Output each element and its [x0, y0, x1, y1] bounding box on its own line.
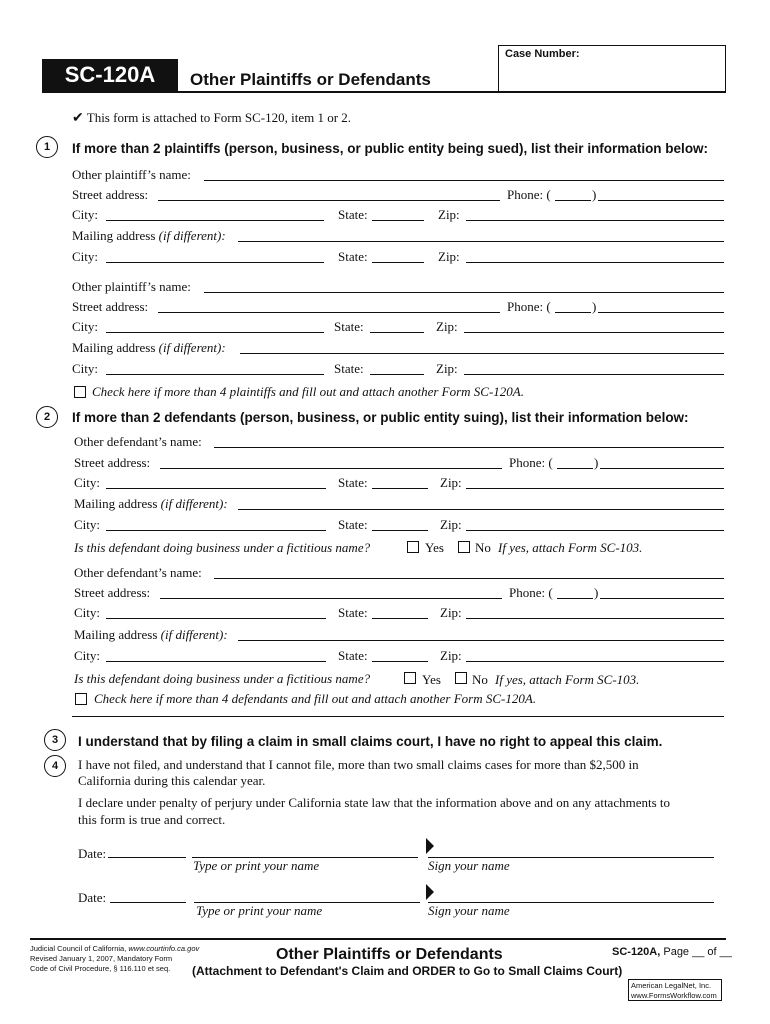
defendant-a-state2-field[interactable] — [372, 530, 428, 531]
defendant-b-no-label: No — [472, 672, 488, 687]
date-field-2[interactable] — [110, 902, 186, 903]
date-field-1[interactable] — [108, 857, 186, 858]
phone-close-paren: ) — [592, 187, 597, 202]
defendant-a-zip2-label: Zip: — [440, 517, 462, 532]
defendant-a-phone-label: Phone: ( — [509, 455, 553, 470]
plaintiff-b-zip2-field[interactable] — [464, 374, 724, 375]
date-label-1: Date: — [78, 846, 107, 861]
plaintiff-b-state-field[interactable] — [370, 332, 424, 333]
plaintiff-a-state2-label: State: — [338, 249, 368, 264]
defendant-b-zip-label: Zip: — [440, 605, 462, 620]
plaintiff-b-city-field[interactable] — [106, 332, 324, 333]
more-defendants-checkbox[interactable] — [75, 693, 87, 705]
plaintiff-b-street-field[interactable] — [158, 312, 500, 313]
if-different-text: (if different): — [160, 496, 228, 511]
defendant-b-fictitious-question: Is this defendant doing business under a fictitious name? — [74, 671, 371, 686]
plaintiff-a-state-field[interactable] — [372, 220, 424, 221]
website-text: www.courtinfo.ca.gov — [128, 944, 200, 953]
defendant-b-state2-label: State: — [338, 648, 368, 663]
section-4-line1: I have not filed, and understand that I cannot file, more than two small claims cases for more than $2,500 in — [78, 757, 639, 772]
plaintiff-a-state-label: State: — [338, 207, 368, 222]
defendant-b-street-label: Street address: — [74, 585, 151, 600]
defendant-a-zip-label: Zip: — [440, 475, 462, 490]
form-code-badge: SC-120A — [42, 59, 178, 91]
defendant-a-no-label: No — [475, 540, 491, 555]
plaintiff-b-zip-label: Zip: — [436, 319, 458, 334]
defendant-b-state-label: State: — [338, 605, 368, 620]
plaintiff-b-zip-field[interactable] — [464, 332, 724, 333]
if-different-text: (if different): — [158, 228, 226, 243]
plaintiff-b-city2-field[interactable] — [106, 374, 324, 375]
footer-subtitle: (Attachment to Defendant's Claim and ORDER to Go to Small Claims Court) — [192, 964, 623, 978]
defendant-a-if-yes: If yes, attach Form SC-103. — [498, 540, 643, 555]
sign-name-caption-2: Sign your name — [428, 903, 510, 918]
defendant-b-phone-field[interactable] — [557, 598, 593, 599]
section-1-number: 1 — [36, 136, 58, 158]
mailing-text: Mailing address — [74, 496, 158, 511]
defendant-b-if-yes: If yes, attach Form SC-103. — [495, 672, 640, 687]
plaintiff-a-city-field[interactable] — [106, 220, 324, 221]
plaintiff-b-city2-label: City: — [72, 361, 99, 376]
mailing-text: Mailing address — [72, 340, 156, 355]
defendant-a-name-field[interactable] — [214, 447, 724, 448]
declaration-line1: I declare under penalty of perjury under California state law that the information above and on any attachments to — [78, 795, 671, 810]
plaintiff-a-mailing-label — [72, 228, 226, 244]
plaintiff-b-zip2-label: Zip: — [436, 361, 458, 376]
plaintiff-b-state-label: State: — [334, 319, 364, 334]
defendant-b-city2-label: City: — [74, 648, 101, 663]
more-plaintiffs-text: Check here if more than 4 plaintiffs and fill out and attach another Form SC-120A. — [92, 384, 524, 399]
if-different-text: (if different): — [160, 627, 228, 642]
if-different-text: (if different): — [158, 340, 226, 355]
plaintiff-a-mailing-field[interactable] — [238, 241, 724, 242]
defendant-b-phone-tail[interactable] — [600, 598, 724, 599]
plaintiff-a-zip2-field[interactable] — [466, 262, 724, 263]
defendant-a-name-label: Other defendant’s name: — [74, 434, 202, 449]
section-2-heading: If more than 2 defendants (person, business, or public entity suing), list their information below: — [72, 410, 689, 425]
form-title: Other Plaintiffs or Defendants — [190, 70, 431, 89]
section-3-text: I understand that by filing a claim in small claims court, I have no right to appeal this claim. — [78, 734, 663, 749]
brand-line2: www.FormsWorkflow.com — [631, 991, 717, 1000]
defendant-a-city-label: City: — [74, 475, 101, 490]
defendant-b-no-checkbox[interactable] — [455, 672, 467, 684]
plaintiff-b-street-label: Street address: — [72, 299, 149, 314]
date-label-2: Date: — [78, 890, 107, 905]
plaintiff-b-name-label: Other plaintiff’s name: — [72, 279, 191, 294]
plaintiff-b-mailing-field[interactable] — [240, 353, 724, 354]
defendant-a-zip-field[interactable] — [466, 488, 724, 489]
council-text: Judicial Council of California, — [30, 944, 127, 953]
footer-rule — [30, 938, 726, 940]
defendant-a-mailing-field[interactable] — [238, 509, 724, 510]
defendant-a-yes-label: Yes — [425, 540, 444, 555]
defendant-a-street-label: Street address: — [74, 455, 151, 470]
defendant-a-state-label: State: — [338, 475, 368, 490]
defendant-b-zip2-label: Zip: — [440, 648, 462, 663]
defendant-b-phone-label: Phone: ( — [509, 585, 553, 600]
defendant-a-street-field[interactable] — [160, 468, 502, 469]
print-name-caption-2: Type or print your name — [196, 903, 323, 918]
plaintiff-a-zip2-label: Zip: — [438, 249, 460, 264]
defendant-b-yes-checkbox[interactable] — [404, 672, 416, 684]
defendant-b-mailing-field[interactable] — [238, 640, 724, 641]
footer-revised: Revised January 1, 2007, Mandatory Form — [30, 954, 173, 963]
defendant-b-city-field[interactable] — [106, 618, 326, 619]
defendant-b-street-field[interactable] — [160, 598, 502, 599]
defendant-a-city-field[interactable] — [106, 488, 326, 489]
attached-note-text: This form is attached to Form SC-120, item 1 or 2. — [86, 110, 352, 125]
plaintiff-a-name-field[interactable] — [204, 180, 724, 181]
plaintiff-a-zip-field[interactable] — [466, 220, 724, 221]
plaintiff-b-phone-label: Phone: ( — [507, 299, 551, 314]
sign-name-caption-1: Sign your name — [428, 858, 510, 873]
plaintiff-a-street-field[interactable] — [158, 200, 500, 201]
defendant-b-zip2-field[interactable] — [466, 661, 724, 662]
more-defendants-text: Check here if more than 4 defendants and fill out and attach another Form SC-120A. — [94, 691, 537, 706]
case-number-box[interactable] — [498, 45, 726, 93]
section-1-heading: If more than 2 plaintiffs (person, business, or public entity being sued), list their information below: — [72, 141, 709, 156]
mailing-text: Mailing address — [72, 228, 156, 243]
footer-form-code: SC-120A, — [612, 946, 661, 958]
section-4-line2: California during this calendar year. — [78, 773, 266, 788]
defendant-a-no-checkbox[interactable] — [458, 541, 470, 553]
plaintiff-a-zip-label: Zip: — [438, 207, 460, 222]
defendant-b-city-label: City: — [74, 605, 101, 620]
defendant-b-zip-field[interactable] — [466, 618, 724, 619]
footer-council — [30, 944, 199, 953]
plaintiff-a-city-label: City: — [72, 207, 99, 222]
plaintiff-b-mailing-label — [72, 340, 226, 356]
header-rule — [42, 91, 725, 93]
plaintiff-a-phone-field[interactable] — [555, 200, 591, 201]
print-name-caption-1: Type or print your name — [193, 858, 320, 873]
defendant-a-state-field[interactable] — [372, 488, 428, 489]
case-number-label: Case Number: — [505, 48, 580, 60]
plaintiff-a-name-label: Other plaintiff’s name: — [72, 167, 191, 182]
defendant-a-phone-tail[interactable] — [600, 468, 724, 469]
defendant-b-state2-field[interactable] — [372, 661, 428, 662]
defendant-a-phone-field[interactable] — [557, 468, 593, 469]
footer-page-number: Page __ of __ — [663, 946, 732, 958]
defendant-a-fictitious-question: Is this defendant doing business under a fictitious name? — [74, 540, 371, 555]
plaintiff-a-city2-field[interactable] — [106, 262, 324, 263]
sign-here-arrow-icon — [426, 838, 434, 854]
footer-code: Code of Civil Procedure, § 116.110 et seq. — [30, 964, 171, 973]
plaintiff-a-phone-tail[interactable] — [598, 200, 724, 201]
phone-close-paren: ) — [592, 299, 597, 314]
brand-line1: American LegalNet, Inc. — [631, 981, 712, 990]
plaintiff-b-state2-field[interactable] — [370, 374, 424, 375]
footer-title: Other Plaintiffs or Defendants — [276, 946, 503, 963]
plaintiff-a-state2-field[interactable] — [372, 262, 424, 263]
phone-close-paren: ) — [594, 585, 599, 600]
defendant-b-mailing-label — [74, 627, 228, 643]
defendant-a-state2-label: State: — [338, 517, 368, 532]
plaintiff-b-phone-tail[interactable] — [598, 312, 724, 313]
section-divider — [72, 716, 724, 717]
footer-page — [612, 946, 732, 958]
mailing-text: Mailing address — [74, 627, 158, 642]
defendant-b-yes-label: Yes — [422, 672, 441, 687]
defendant-a-city2-field[interactable] — [106, 530, 326, 531]
more-plaintiffs-checkbox[interactable] — [74, 386, 86, 398]
plaintiff-b-state2-label: State: — [334, 361, 364, 376]
section-4-number: 4 — [44, 755, 66, 777]
sign-here-arrow-icon — [426, 884, 434, 900]
defendant-b-name-field[interactable] — [214, 578, 724, 579]
forms-workflow-badge — [628, 979, 722, 1001]
declaration-line2: this form is true and correct. — [78, 812, 226, 827]
defendant-a-zip2-field[interactable] — [466, 530, 724, 531]
defendant-a-yes-checkbox[interactable] — [407, 541, 419, 553]
section-2-number: 2 — [36, 406, 58, 428]
defendant-b-state-field[interactable] — [372, 618, 428, 619]
defendant-a-city2-label: City: — [74, 517, 101, 532]
defendant-a-mailing-label — [74, 496, 228, 512]
plaintiff-a-phone-label: Phone: ( — [507, 187, 551, 202]
plaintiff-a-city2-label: City: — [72, 249, 99, 264]
defendant-b-name-label: Other defendant’s name: — [74, 565, 202, 580]
section-3-number: 3 — [44, 729, 66, 751]
plaintiff-b-phone-field[interactable] — [555, 312, 591, 313]
checkmark-icon: ✔ — [72, 111, 84, 126]
plaintiff-b-city-label: City: — [72, 319, 99, 334]
plaintiff-b-name-field[interactable] — [204, 292, 724, 293]
plaintiff-a-street-label: Street address: — [72, 187, 149, 202]
defendant-b-city2-field[interactable] — [106, 661, 326, 662]
attached-note — [72, 110, 351, 127]
phone-close-paren: ) — [594, 455, 599, 470]
